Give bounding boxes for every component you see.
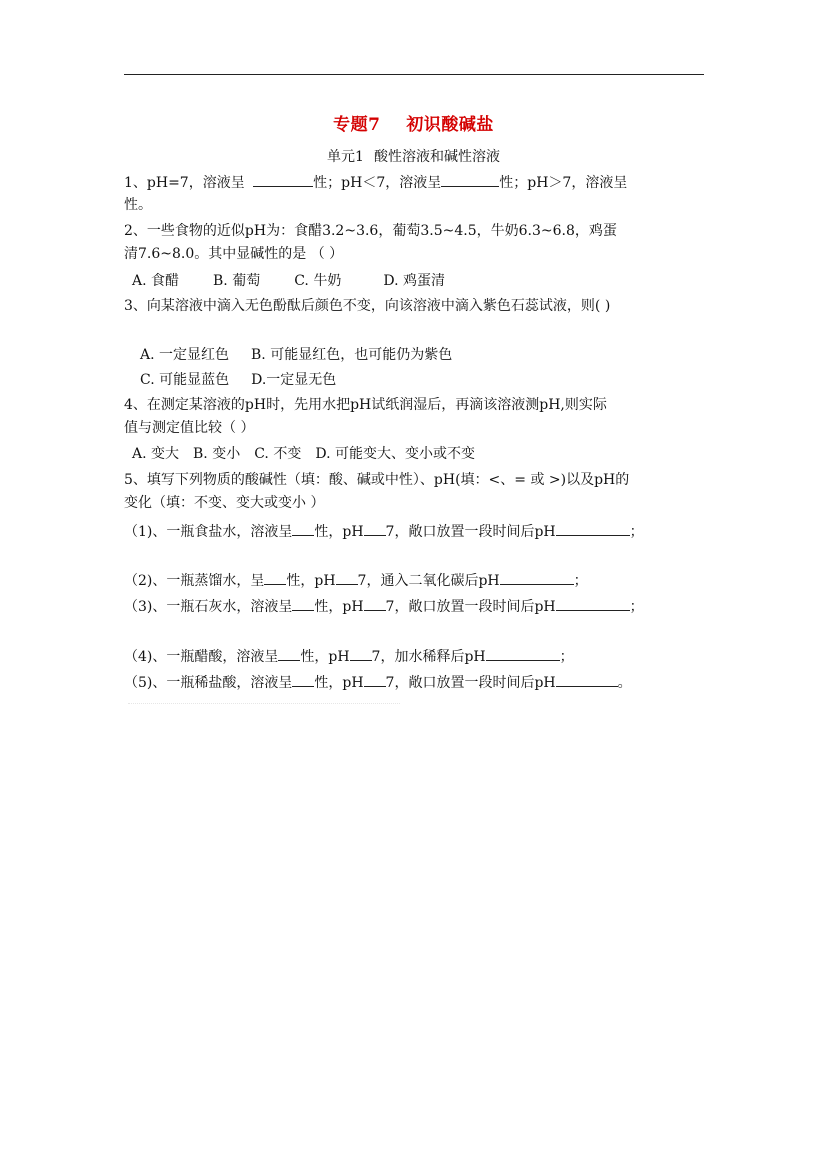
q1-blank-1[interactable]: [253, 172, 313, 187]
question-4-line-1: 4、在测定某溶液的pH时，先用水把pH试纸润湿后，再滴该溶液测pH,则实际: [124, 397, 607, 413]
title-name: 初识酸碱盐: [406, 115, 494, 135]
question-3-options-row-1: [140, 346, 452, 364]
question-2-line-2: 清7.6~8.0。其中显碱性的是 （ ）: [124, 246, 344, 262]
q5-item-2: [124, 570, 588, 590]
question-1: [124, 172, 627, 192]
q5-item-1-blank-1[interactable]: [292, 521, 314, 536]
q5-item-5-blank-1[interactable]: [292, 672, 314, 687]
question-5-line-2: 变化（填：不变、变大或变小 ）: [124, 495, 325, 511]
q1-text-d: 性。: [124, 197, 152, 213]
q4-option-c[interactable]: C. 不变: [254, 446, 302, 462]
page-title: [0, 110, 827, 135]
q5-item-1-end: ；: [629, 524, 644, 540]
q3-option-c[interactable]: C. 可能显蓝色: [140, 372, 230, 388]
q3-option-b[interactable]: B. 可能显红色，也可能仍为紫色: [251, 347, 453, 363]
q5-item-3-blank-3[interactable]: [556, 596, 630, 611]
question-3-stem: 3、向某溶液中滴入无色酚酞后颜色不变，向该溶液中滴入紫色石蕊试液，则( ): [124, 298, 611, 314]
q2-option-d[interactable]: D. 鸡蛋清: [383, 273, 445, 289]
q3-option-a[interactable]: A. 一定显红色: [140, 347, 230, 363]
q5-item-2-blank-1[interactable]: [264, 570, 286, 585]
q5-item-4-text-b: 性，pH: [300, 649, 350, 665]
q1-text-b: 性；pH＜7，溶液呈: [313, 175, 442, 191]
title-topic: 专题7: [333, 115, 381, 135]
question-3-options-row-2: [140, 371, 336, 389]
q2-option-c[interactable]: C. 牛奶: [294, 273, 342, 289]
q5-item-3-text-b: 性，pH: [314, 599, 364, 615]
q5-item-5-text-b: 性，pH: [314, 675, 364, 691]
q5-item-4-text-c: 7，加水稀释后pH: [371, 649, 486, 665]
q5-item-1-text-b: 性，pH: [314, 524, 364, 540]
q5-item-5: [124, 672, 632, 692]
q5-item-5-blank-3[interactable]: [556, 672, 618, 687]
unit-number: 单元1: [327, 149, 364, 165]
unit-name: 酸性溶液和碱性溶液: [373, 149, 500, 165]
q5-item-1: [124, 521, 644, 541]
question-2-line-1: 2、一些食物的近似pH为：食醋3.2~3.6，葡萄3.5~4.5，牛奶6.3~6.8，鸡蛋: [124, 223, 617, 239]
q5-item-2-text-b: 性，pH: [286, 573, 336, 589]
q4-option-d[interactable]: D. 可能变大、变小或不变: [315, 446, 475, 462]
q5-item-3-text-c: 7，敞口放置一段时间后pH: [385, 599, 556, 615]
q5-item-3-blank-2[interactable]: [364, 596, 386, 611]
q5-item-2-end: ；: [573, 573, 588, 589]
q4-option-a[interactable]: A. 变大: [132, 446, 180, 462]
q5-item-2-blank-2[interactable]: [336, 570, 358, 585]
question-1-end: [124, 196, 152, 214]
q3-option-d[interactable]: D.一定显无色: [251, 372, 337, 388]
q4-option-b[interactable]: B. 变小: [193, 446, 241, 462]
q5-item-1-blank-3[interactable]: [556, 521, 630, 536]
question-4-line-2: 值与测定值比较（ ）: [124, 420, 255, 436]
q5-item-4-blank-1[interactable]: [278, 646, 300, 661]
q5-item-3-end: ；: [629, 599, 644, 615]
question-5-line-1: 5、填写下列物质的酸碱性（填：酸、碱或中性）、pH(填：<、= 或 >)以及pH的: [124, 472, 630, 488]
q2-option-a[interactable]: A. 食醋: [132, 273, 180, 289]
question-2-options: [132, 272, 445, 290]
q5-item-3-text-a: （3)、一瓶石灰水，溶液呈: [124, 599, 293, 615]
q5-item-1-text-c: 7，敞口放置一段时间后pH: [385, 524, 556, 540]
q5-item-2-blank-3[interactable]: [500, 570, 574, 585]
q5-item-2-text-a: （2)、一瓶蒸馏水，呈: [124, 573, 265, 589]
q5-item-1-text-a: （1)、一瓶食盐水，溶液呈: [124, 524, 293, 540]
q1-text-a: 1、pH=7，溶液呈: [124, 175, 245, 191]
q5-item-5-text-c: 7，敞口放置一段时间后pH: [385, 675, 556, 691]
faint-scan-line: [128, 703, 400, 709]
q2-option-b[interactable]: B. 葡萄: [213, 273, 261, 289]
q5-item-1-blank-2[interactable]: [364, 521, 386, 536]
q5-item-3: [124, 596, 644, 616]
q1-text-c: 性；pH＞7，溶液呈: [499, 175, 628, 191]
q5-item-4: [124, 646, 574, 666]
q5-item-5-text-a: （5)、一瓶稀盐酸，溶液呈: [124, 675, 293, 691]
q5-item-5-end: 。: [617, 675, 632, 691]
q5-item-4-blank-3[interactable]: [486, 646, 560, 661]
q5-item-2-text-c: 7，通入二氧化碳后pH: [357, 573, 500, 589]
q5-item-5-blank-2[interactable]: [364, 672, 386, 687]
q5-item-3-blank-1[interactable]: [292, 596, 314, 611]
unit-subtitle: [0, 146, 827, 166]
q1-blank-2[interactable]: [441, 172, 499, 187]
header-rule: [124, 74, 704, 75]
q5-item-4-end: ；: [559, 649, 574, 665]
q5-item-4-text-a: （4)、一瓶醋酸，溶液呈: [124, 649, 279, 665]
question-4-options: [132, 445, 475, 463]
q5-item-4-blank-2[interactable]: [350, 646, 372, 661]
